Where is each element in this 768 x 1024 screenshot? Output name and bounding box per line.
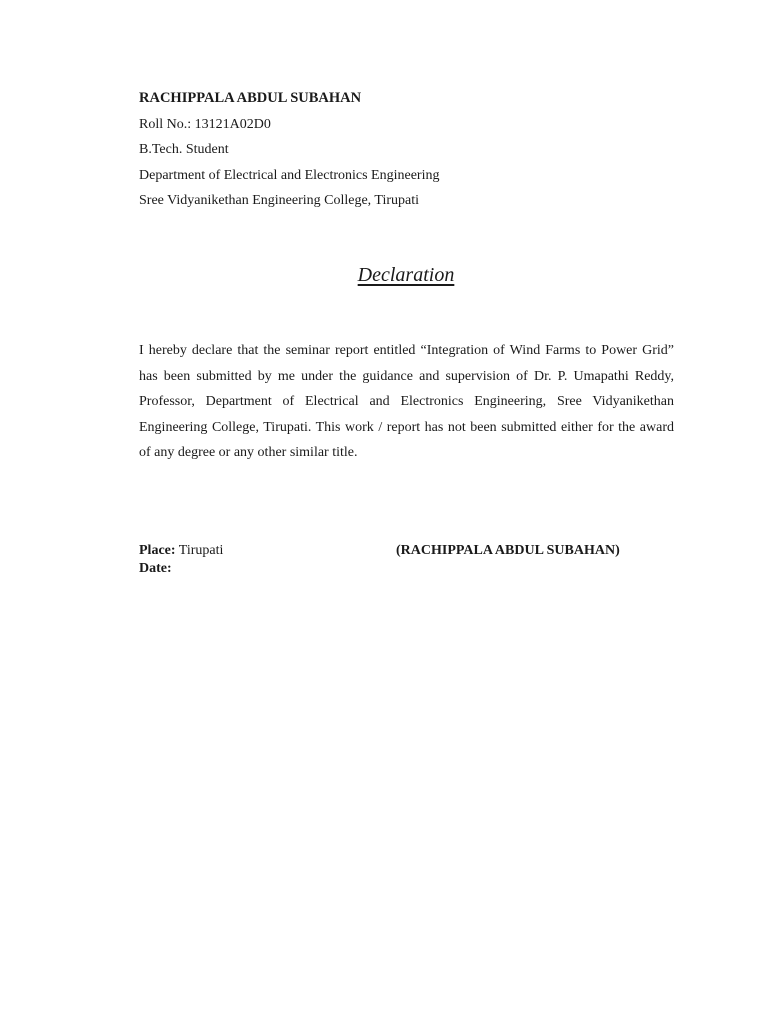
date-label: Date: bbox=[139, 561, 172, 576]
place-label: Place: bbox=[139, 543, 176, 558]
roll-number: Roll No.: 13121A02D0 bbox=[139, 116, 271, 132]
program: B.Tech. Student bbox=[139, 142, 229, 157]
date-line bbox=[139, 560, 223, 578]
declaration-paragraph: I hereby declare that the seminar report entitled “Integration of Wind Farms to Power Grid” has been submitted by me under the guidance and supervision of Dr. P. Umapathi Reddy, Professor, Department of Electrical and Electronics Engineering, Sree Vidyanikethan Engineering College, Tirupati. This work / report has not been submitted either for the award of any degree or any other similar title. bbox=[139, 343, 674, 460]
signature-name: (RACHIPPALA ABDUL SUBAHAN) bbox=[396, 543, 620, 558]
author-header bbox=[139, 86, 679, 214]
department: Department of Electrical and Electronics Engineering bbox=[139, 167, 440, 183]
college: Sree Vidyanikethan Engineering College, Tirupati bbox=[139, 193, 420, 208]
author-name: RACHIPPALA ABDUL SUBAHAN bbox=[139, 90, 362, 106]
place-date-block bbox=[139, 542, 223, 578]
page-title: Declaration bbox=[357, 264, 455, 286]
place-value: Tirupati bbox=[178, 543, 224, 558]
place-line bbox=[139, 542, 223, 560]
